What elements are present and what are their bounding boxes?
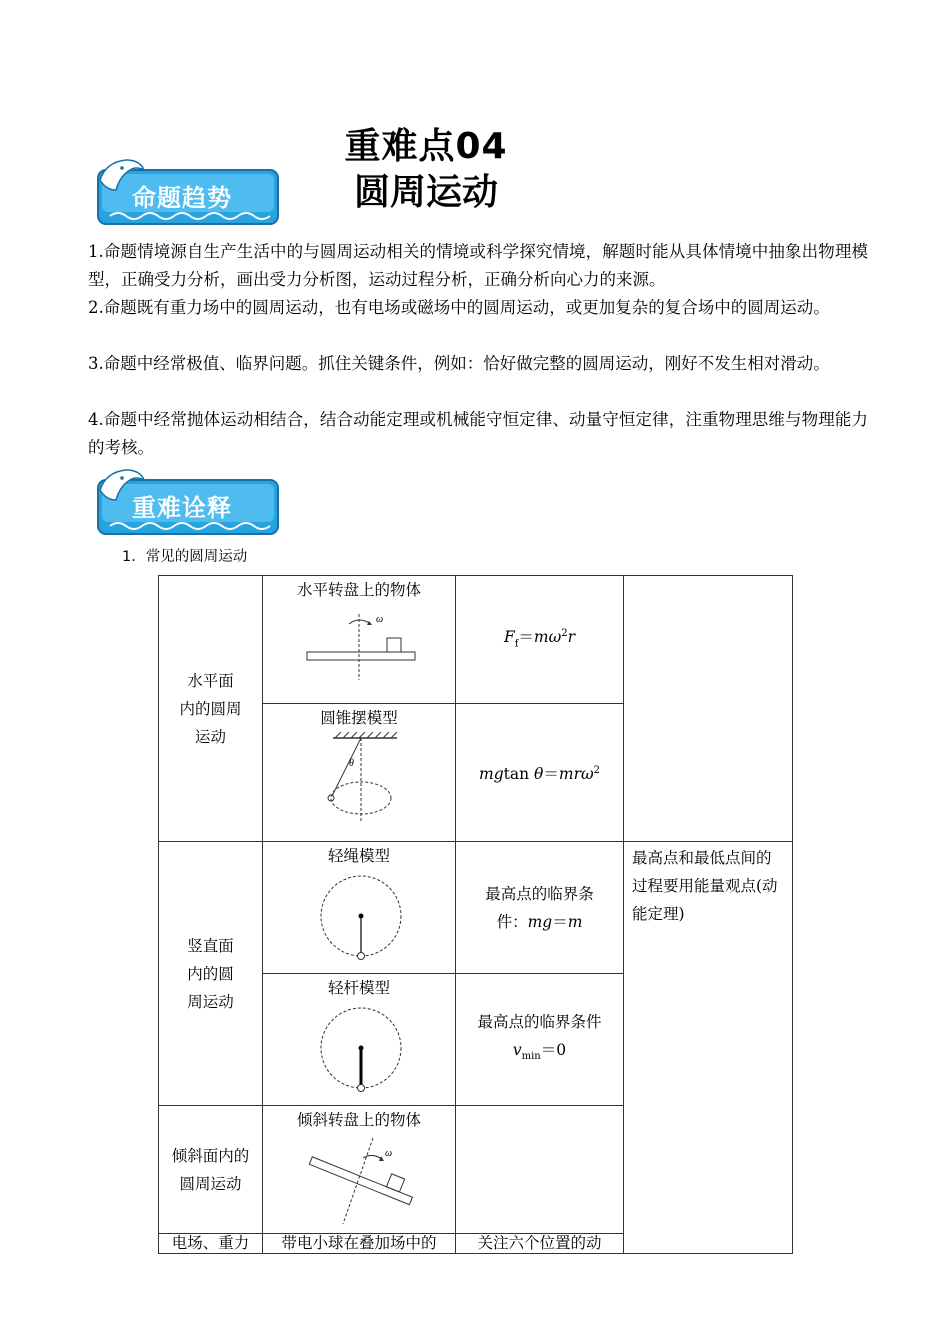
note-energy: 最高点和最低点间的过程要用能量观点(动能定理) — [624, 842, 793, 1254]
formula-light-rope: 最高点的临界条 件：mg＝m — [456, 842, 624, 974]
model-name: 轻杆模型 — [327, 979, 390, 997]
formula-conical-pendulum: mgtan θ＝mrω$^2$ — [456, 704, 624, 842]
conical-pendulum-diagram — [263, 732, 456, 832]
trend-paragraph-2: 2.命题既有重力场中的圆周运动，也有电场或磁场中的圆周运动，或更加复杂的复合场中的圆周运动。 — [88, 298, 830, 317]
section-banner-explain — [92, 468, 282, 534]
model-name: 水平转盘上的物体 — [296, 581, 421, 599]
section-heading: 1．常见的圆周运动 — [122, 549, 248, 565]
formula-light-rod: 最高点的临界条件 $v_{min}=0$ — [456, 974, 624, 1106]
model-light-rod — [263, 974, 456, 1106]
circular-motion-table — [158, 575, 793, 1254]
page-title-line2: 圆周运动 — [353, 172, 498, 213]
light-rod-diagram — [263, 1002, 456, 1096]
formula-turntable: $F_f=m\omega^2r$ — [456, 576, 624, 704]
category-vertical: 竖直面 内的圆 周运动 — [159, 842, 263, 1106]
category-inclined: 倾斜面内的 圆周运动 — [159, 1106, 263, 1234]
model-light-rope — [263, 842, 456, 974]
model-name: 圆锥摆模型 — [320, 709, 398, 727]
model-name: 倾斜转盘上的物体 — [296, 1111, 421, 1129]
model-inclined-turntable — [263, 1106, 456, 1234]
banner-label: 命题趋势 — [132, 184, 232, 212]
trend-paragraph-3: 3.命题中经常极值、临界问题。抓住关键条件，例如：恰好做完整的圆周运动，刚好不发生相对滑动。 — [88, 354, 830, 373]
category-horizontal: 水平面 内的圆周 运动 — [159, 576, 263, 842]
section-banner-trend — [92, 158, 282, 224]
formula-six-positions: 关注六个位置的动 — [456, 1234, 624, 1254]
page-title-line1: 重难点04 — [344, 126, 508, 167]
turntable-diagram — [263, 604, 456, 694]
model-name: 轻绳模型 — [327, 847, 390, 865]
banner-label: 重难诠释 — [132, 494, 232, 522]
formula-inclined-empty — [456, 1106, 624, 1234]
model-charged-ball: 带电小球在叠加场中的 — [263, 1234, 456, 1254]
svg-text:ω: ω — [376, 614, 384, 625]
svg-text:ω: ω — [385, 1148, 393, 1159]
category-electric: 电场、重力 — [159, 1234, 263, 1254]
trend-paragraph-1: 1.命题情境源自生产生活中的与圆周运动相关的情境或科学探究情境，解题时能从具体情境中抽象出物理模型，正确受力分析，画出受力分析图，运动过程分析，正确分析向心力的来源。 — [88, 242, 868, 289]
note-empty — [624, 576, 793, 842]
svg-text:θ: θ — [349, 758, 354, 769]
inclined-turntable-diagram — [263, 1134, 456, 1224]
model-conical-pendulum — [263, 704, 456, 842]
model-turntable — [263, 576, 456, 704]
trend-paragraph-4: 4.命题中经常抛体运动相结合，结合动能定理或机械能守恒定律、动量守恒定律，注重物理思维与物理能力的考核。 — [88, 410, 868, 457]
light-rope-diagram — [263, 870, 456, 964]
